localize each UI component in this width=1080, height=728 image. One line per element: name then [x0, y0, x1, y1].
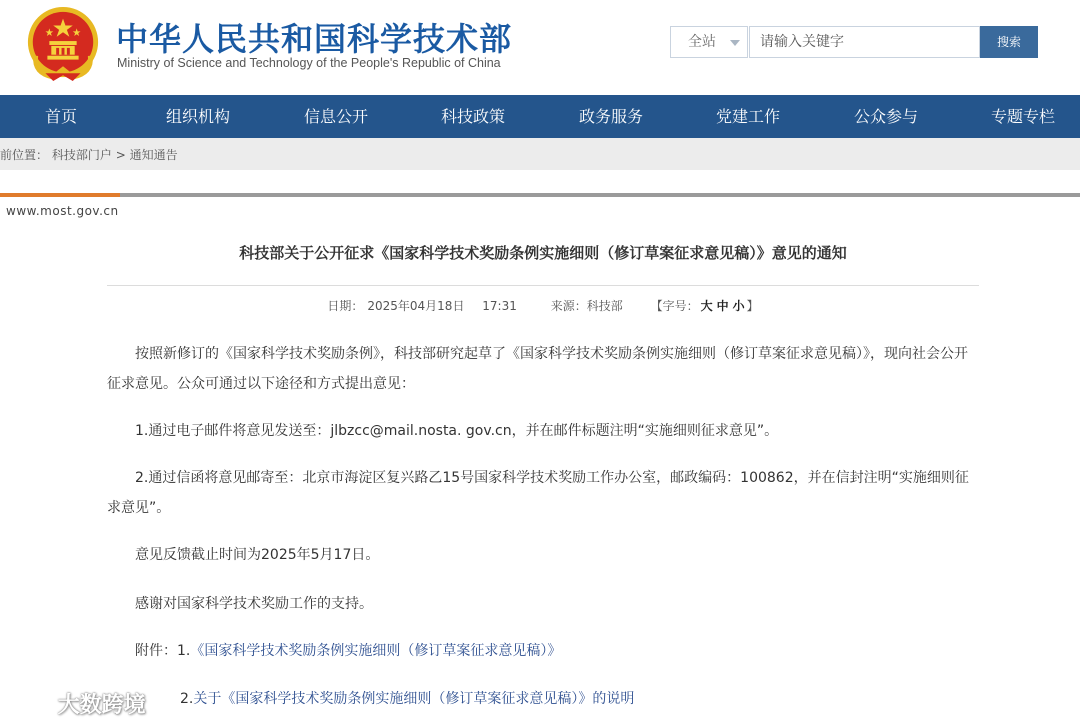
article-meta	[107, 297, 979, 314]
font-size-large-button[interactable]: 大	[700, 299, 713, 313]
attachment-label: 附件：	[135, 643, 177, 659]
article-title: 科技部关于公开征求《国家科学技术奖励条例实施细则（修订草案征求意见稿）》意见的通知	[239, 244, 847, 262]
nav-item-party-building[interactable]: 党建工作	[715, 107, 781, 126]
paragraph-deadline: 意见反馈截止时间为2025年5月17日。	[135, 547, 380, 563]
attachment-2-number: 2.	[180, 691, 194, 707]
nav-item-services[interactable]: 政务服务	[578, 107, 644, 126]
breadcrumb-current-link[interactable]: 通知通告	[129, 148, 178, 162]
breadcrumb	[0, 146, 178, 163]
font-size-label: 【字号：	[650, 299, 699, 313]
paragraph-mail: 2.通过信函将意见邮寄至：北京市海淀区复兴路乙15号国家科学技术奖励工作办公室，邮政编码：100862，并在信封注明“实施细则征求意见”。	[107, 470, 969, 516]
search-button[interactable]: 搜索	[980, 26, 1038, 58]
font-size-close: 】	[746, 299, 759, 313]
nav-item-info-disclosure[interactable]: 信息公开	[303, 107, 369, 126]
attachment-1-link[interactable]: 《国家科学技术奖励条例实施细则（修订草案征求意见稿）》	[190, 643, 562, 659]
nav-item-organization[interactable]: 组织机构	[165, 107, 231, 126]
search-scope-select[interactable]	[670, 26, 748, 58]
font-size-small-button[interactable]: 小	[732, 299, 745, 313]
breadcrumb-home-link[interactable]: 科技部门户	[51, 148, 112, 162]
site-url: www.most.gov.cn	[6, 204, 119, 218]
nav-item-public-participation[interactable]: 公众参与	[853, 107, 919, 126]
attachment-2-link[interactable]: 关于《国家科学技术奖励条例实施细则（修订草案征求意见稿）》的说明	[193, 691, 635, 707]
site-title[interactable]: 中华人民共和国科学技术部	[116, 20, 513, 58]
attachment-1-number: 1.	[177, 643, 191, 659]
chevron-down-icon	[730, 40, 740, 46]
date-label: 日期：	[327, 299, 364, 313]
site-header	[0, 0, 1080, 95]
breadcrumb-separator: >	[115, 148, 126, 162]
attachment-line-2	[107, 684, 979, 714]
nav-item-policy[interactable]: 科技政策	[440, 107, 506, 126]
search-input[interactable]	[749, 26, 980, 58]
watermark	[4, 688, 146, 724]
paragraph-email: 1.通过电子邮件将意见发送至：jlbzcc@mail.nosta. gov.cn，并在邮件标题注明“实施细则征求意见”。	[135, 423, 779, 439]
search-scope-label: 全站	[688, 34, 716, 50]
date-value: 2025年04月18日	[367, 299, 465, 313]
time-value: 17:31	[482, 299, 517, 313]
source-field	[551, 299, 627, 313]
source-label: 来源：	[550, 299, 587, 313]
nav-item-home[interactable]: 首页	[44, 107, 78, 126]
section-divider-accent	[0, 193, 120, 197]
paragraph-thanks: 感谢对国家科学技术奖励工作的支持。	[135, 596, 373, 612]
watermark-text: 大数跨境	[57, 693, 146, 718]
paragraph-intro: 按照新修订的《国家科学技术奖励条例》，科技部研究起草了《国家科学技术奖励条例实施细则（修订草案征求意见稿）》，现向社会公开征求意见。公众可通过以下途径和方式提出意见：	[107, 346, 968, 392]
main-nav	[0, 95, 1080, 138]
section-divider	[0, 193, 1080, 197]
attachment-line-1	[107, 636, 979, 666]
breadcrumb-bar	[0, 138, 1080, 170]
breadcrumb-prefix: 前位置：	[0, 148, 49, 162]
date-field	[327, 299, 526, 313]
site-subtitle-english: Ministry of Science and Technology of the People's Republic of China	[117, 56, 501, 70]
nav-item-special-topics[interactable]: 专题专栏	[990, 107, 1056, 126]
national-emblem-icon[interactable]	[24, 5, 102, 83]
title-divider	[107, 285, 979, 286]
font-size-control	[651, 299, 759, 313]
font-size-medium-button[interactable]: 中	[716, 299, 729, 313]
source-value: 科技部	[586, 299, 623, 313]
brand-logo-icon	[4, 692, 50, 720]
